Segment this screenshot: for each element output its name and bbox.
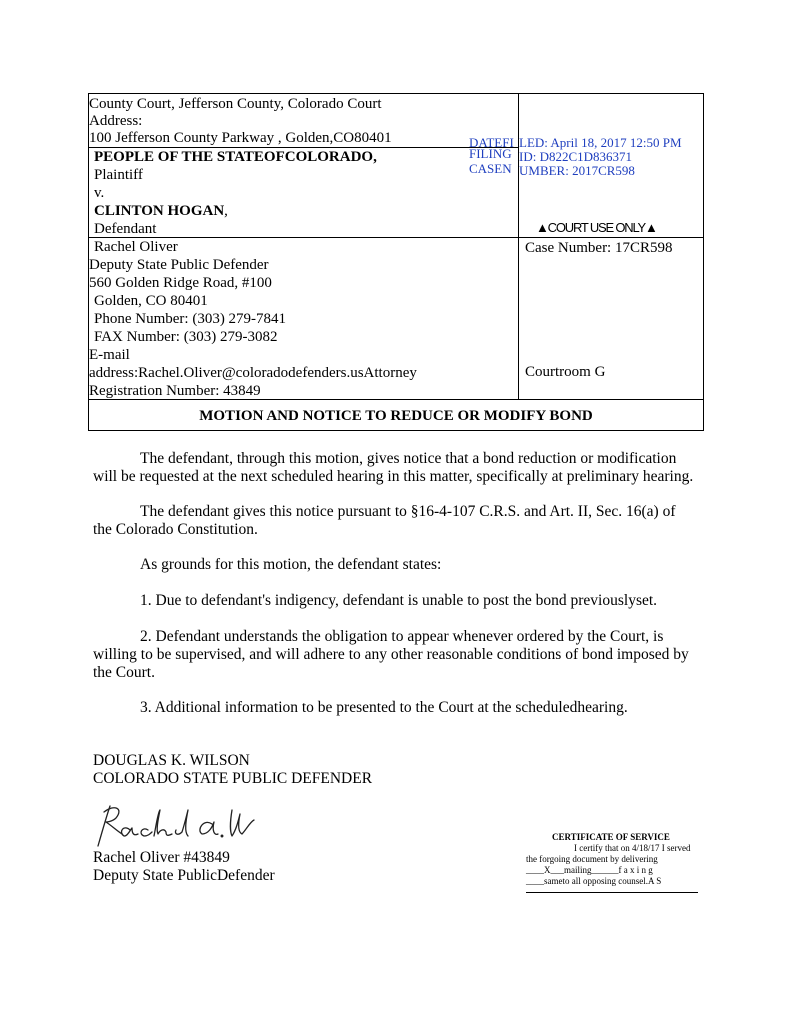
paragraph-1-line-1: The defendant, through this motion, gives notice that a bond reduction or modification (140, 450, 677, 467)
stamp-filing-id: ID: D822C1D836371 (519, 149, 633, 164)
attorney-email: address:Rachel.Oliver@coloradodefenders.usAttorney (89, 365, 417, 381)
defendant-name: CLINTON HOGAN (94, 203, 225, 219)
defendant-name-line (94, 202, 228, 220)
paragraph-2-line-1: The defendant gives this notice pursuant to §16-4-107 C.R.S. and Art. II, Sec. 16(a) of (140, 503, 676, 520)
attorney-title: Deputy State Public Defender (89, 257, 269, 273)
defendant-comma: , (224, 203, 228, 219)
stamp-label-3: CASEN (469, 161, 512, 176)
ground-item-1: 1. Due to defendant's indigency, defendant is unable to post the bond previouslyset. (140, 592, 658, 609)
plaintiff-name: PEOPLE OF THE STATEOFCOLORADO, (94, 149, 377, 165)
paragraph-3: As grounds for this motion, the defendant states: (140, 556, 442, 573)
paragraph-2-line-2: the Colorado Constitution. (93, 521, 258, 538)
ground-item-2-line-3: the Court. (93, 664, 155, 681)
attorney-email-label: E-mail (89, 347, 130, 363)
court-name: County Court, Jefferson County, Colorado Court (89, 96, 382, 112)
ground-item-2-line-2: willing to be supervised, and will adhere to any other reasonable conditions of bond imposed by (93, 646, 689, 663)
versus: v. (94, 185, 105, 201)
attorney-city: Golden, CO 80401 (94, 293, 208, 309)
attorney-name: Rachel Oliver (94, 239, 178, 255)
certificate-line-3: ____X___mailing______f a x i n g (526, 865, 653, 875)
court-address: 100 Jefferson County Parkway , Golden,CO80401 (89, 130, 392, 146)
ground-item-2-line-1: 2. Defendant understands the obligation to appear whenever ordered by the Court, is (140, 628, 664, 645)
attorney-street: 560 Golden Ridge Road, #100 (89, 275, 272, 291)
caption-parties-divider (88, 237, 704, 238)
paragraph-1-line-2: will be requested at the next scheduled hearing in this matter, specifically at preliminary hearing. (93, 468, 694, 485)
stamp-label-1: DATEFI (469, 135, 514, 150)
signer-name: Rachel Oliver #43849 (93, 849, 230, 866)
certificate-line-1: I certify that on 4/18/17 I served (574, 843, 691, 853)
case-number: Case Number: 17CR598 (525, 240, 673, 256)
attorney-fax: FAX Number: (303) 279-3082 (94, 329, 278, 345)
motion-title: MOTION AND NOTICE TO REDUCE OR MODIFY BOND (199, 408, 593, 424)
certificate-line-4: ____sameto all opposing counsel.A S (526, 876, 662, 886)
signer-title: Deputy State PublicDefender (93, 867, 275, 884)
certificate-heading: CERTIFICATE OF SERVICE (552, 832, 670, 842)
stamp-label-2: FILING (469, 146, 512, 161)
stamp-case-number: UMBER: 2017CR598 (519, 163, 635, 178)
courtroom: Courtroom G (525, 364, 606, 380)
office-name: COLORADO STATE PUBLIC DEFENDER (93, 770, 373, 787)
attorney-phone: Phone Number: (303) 279-7841 (94, 311, 287, 327)
plaintiff-label: Plaintiff (94, 167, 143, 183)
office-head: DOUGLAS K. WILSON (93, 752, 250, 769)
ground-item-3: 3. Additional information to be presented to the Court at the scheduledhearing. (140, 699, 628, 716)
handwritten-signature (92, 800, 262, 850)
stamp-date-filed: LED: April 18, 2017 12:50 PM (519, 135, 682, 150)
court-address-label: Address: (89, 113, 143, 129)
attorney-registration: Registration Number: 43849 (89, 383, 261, 399)
certificate-signature-line (526, 892, 698, 893)
defendant-label: Defendant (94, 221, 157, 237)
certificate-line-2: the forgoing document by delivering (526, 854, 658, 864)
court-use-only: ▲COURT USE ONLY▲ (536, 220, 657, 235)
